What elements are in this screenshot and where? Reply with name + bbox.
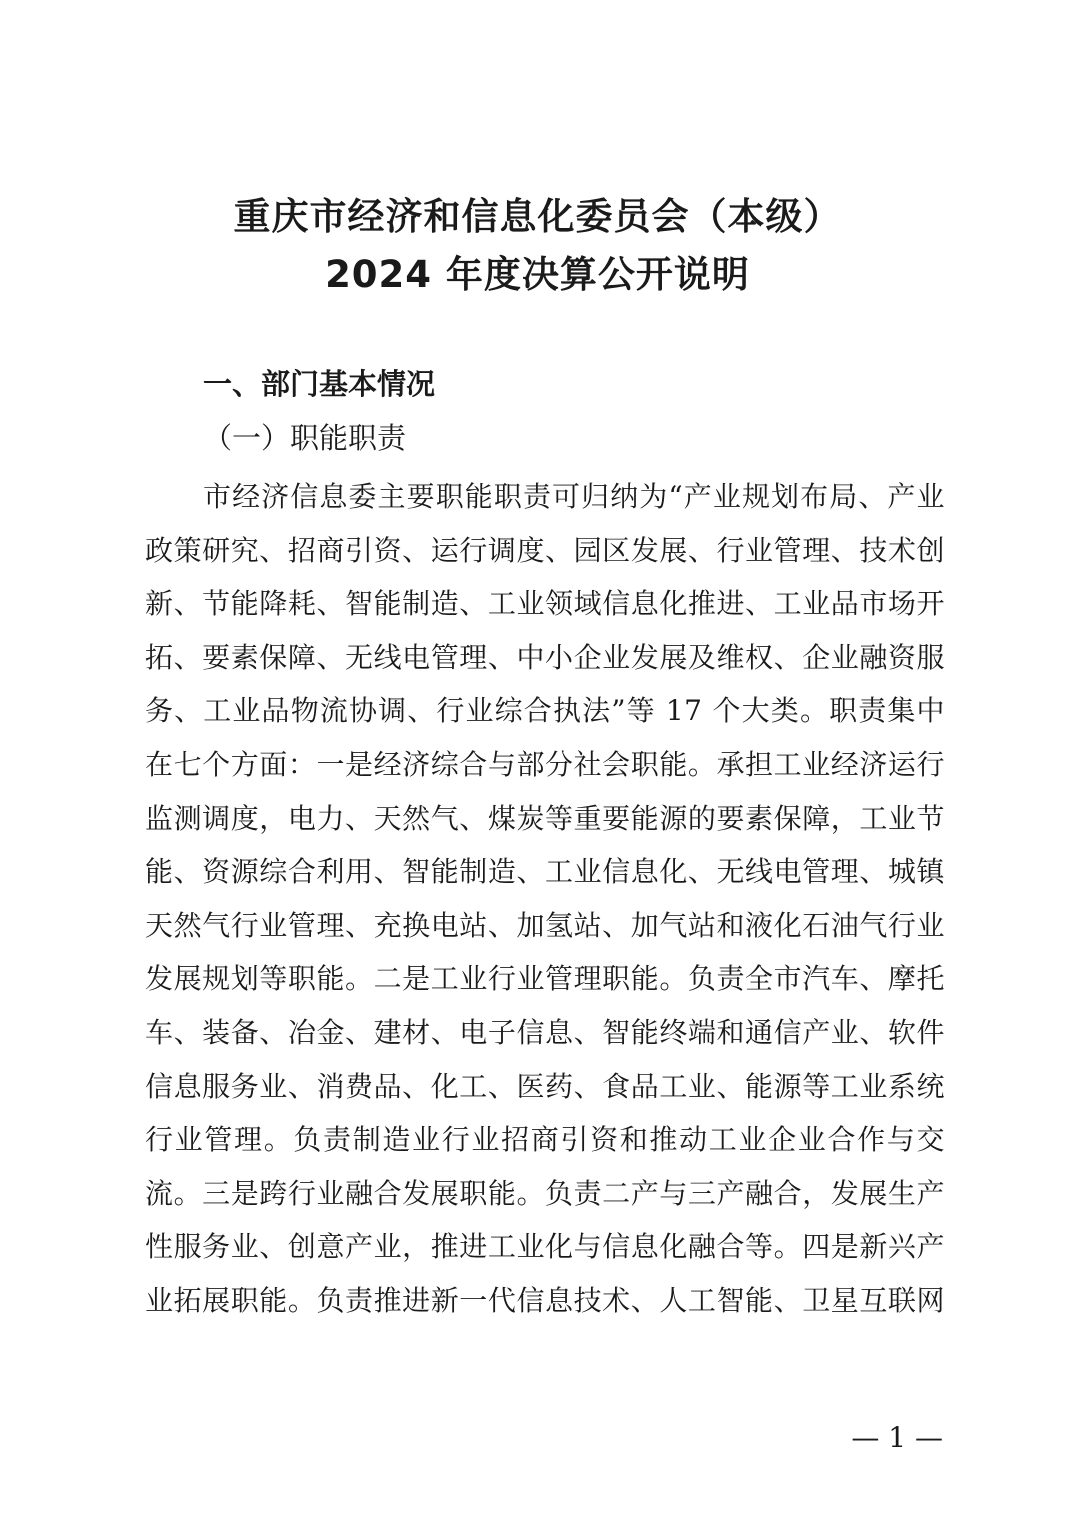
subsection-heading: （一）职能职责	[203, 421, 407, 455]
body-line: 在七个方面：一是经济综合与部分社会职能。承担工业经济运行	[145, 747, 945, 781]
body-line: 能、资源综合利用、智能制造、工业信息化、无线电管理、城镇	[145, 855, 945, 889]
body-line: 行业管理。负责制造业行业招商引资和推动工业企业合作与交	[145, 1123, 945, 1157]
body-line: 发展规划等职能。二是工业行业管理职能。负责全市汽车、摩托	[145, 962, 945, 996]
document-title-line1: 重庆市经济和信息化委员会（本级）	[233, 195, 842, 238]
body-line: 政策研究、招商引资、运行调度、园区发展、行业管理、技术创	[145, 533, 945, 567]
body-line: 新、节能降耗、智能制造、工业领域信息化推进、工业品市场开	[145, 587, 945, 621]
body-line: 务、工业品物流协调、行业综合执法”等 17 个大类。职责集中	[145, 694, 945, 728]
body-line: 车、装备、冶金、建材、电子信息、智能终端和通信产业、软件	[145, 1015, 945, 1049]
body-line: 天然气行业管理、充换电站、加氢站、加气站和液化石油气行业	[145, 908, 945, 942]
body-line: 拓、要素保障、无线电管理、中小企业发展及维权、企业融资服	[145, 640, 945, 674]
body-line: 业拓展职能。负责推进新一代信息技术、人工智能、卫星互联网	[145, 1283, 945, 1317]
body-paragraph	[145, 470, 945, 1328]
page-number: — 1 —	[851, 1421, 943, 1454]
body-line: 流。三是跨行业融合发展职能。负责二产与三产融合，发展生产	[145, 1176, 945, 1210]
section-heading: 一、部门基本情况	[203, 367, 436, 401]
body-line: 市经济信息委主要职能职责可归纳为“产业规划布局、产业	[203, 480, 945, 513]
body-line: 性服务业、创意产业，推进工业化与信息化融合等。四是新兴产	[145, 1230, 945, 1264]
body-line: 监测调度，电力、天然气、煤炭等重要能源的要素保障，工业节	[145, 801, 945, 835]
document-title-line2: 2024 年度决算公开说明	[325, 253, 750, 296]
body-line: 信息服务业、消费品、化工、医药、食品工业、能源等工业系统	[145, 1069, 945, 1103]
